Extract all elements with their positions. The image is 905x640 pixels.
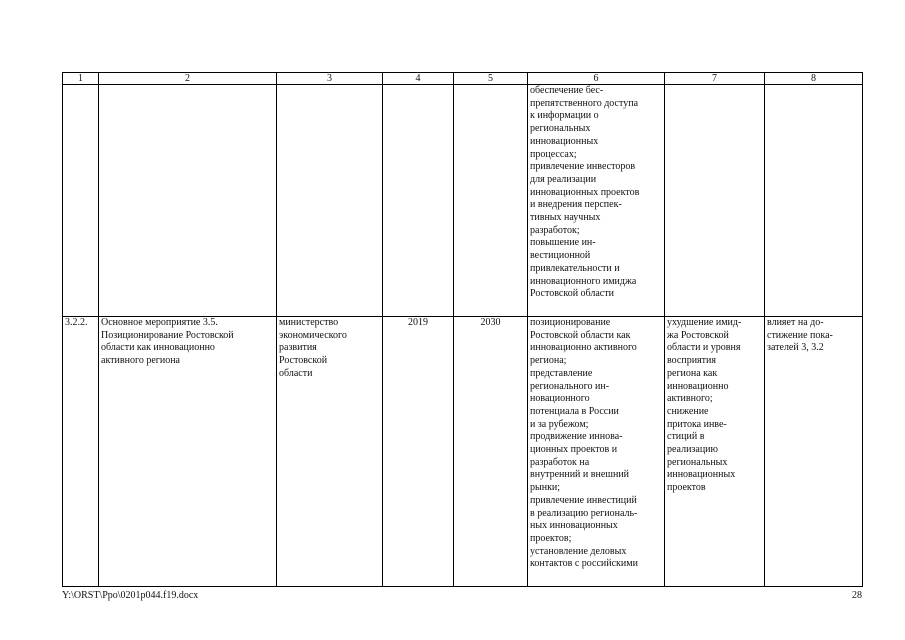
text-line: стижение пока- [767,329,833,341]
link-to-indicators [765,317,863,587]
text-line: инновационно [667,380,729,392]
activity-name [99,317,277,587]
text-line: влияет на до- [767,317,824,328]
text-line: и внедрения перспек- [530,199,622,211]
text-line: реализацию [667,444,718,456]
cont-col-1 [63,85,99,317]
header-col-8: 8 [765,73,863,85]
header-col-2: 2 [99,73,277,85]
text-line: проектов; [530,532,572,544]
text-line: Позиционирование Ростовской [101,329,234,341]
text-line: потенциала в России [530,405,619,417]
text-line: внутренний и внешний [530,469,630,481]
text-line: активного региона [101,355,180,367]
text-line: жа Ростовской [667,329,729,341]
footer-file-path: Y:\ORST\Ppo\0201p044.f19.docx [62,590,199,601]
text-line: Ростовской области как [530,329,631,341]
cont-col-8 [765,85,863,317]
start-year: 2019 [383,317,454,587]
text-line: контактов с российскими [530,558,638,570]
text-line: области и уровня [667,342,741,354]
text-line: в реализацию региональ- [530,507,638,519]
table-row-3-2-2 [63,317,863,587]
text-line: тивных научных [530,212,601,224]
text-line: инновационного имиджа [530,275,637,287]
text-line: к информации о [530,110,599,122]
text-line: активного; [667,393,713,405]
text-line: позиционирование [530,317,611,328]
consequences-of-non-implementation [665,317,765,587]
text-line: инновационных проектов [530,186,640,198]
text-line: стиций в [667,431,705,443]
table-row-continuation [63,85,863,317]
cont-col-7 [665,85,765,317]
text-line: инновационных [667,469,736,481]
text-line: рынки; [530,482,561,494]
text-line: разработок; [530,224,580,236]
text-line: экономического [279,329,347,341]
text-line: региональных [667,456,728,468]
text-line: Основное мероприятие 3.5. [101,317,218,328]
cont-col-6-expected-results [528,85,665,317]
text-line: и за рубежом; [530,418,589,430]
text-line: развития [279,342,317,354]
expected-results [528,317,665,587]
text-line: привлекательности и [530,262,620,274]
header-col-1: 1 [63,73,99,85]
text-line: привлечение инвестиций [530,494,637,506]
text-line: препятственного доступа [530,97,639,109]
header-col-3: 3 [277,73,383,85]
text-line: регионального ин- [530,380,610,392]
text-line: снижение [667,405,709,417]
cont-col-2 [99,85,277,317]
text-line: процессах; [530,148,577,160]
text-line: области [279,367,313,379]
end-year: 2030 [454,317,528,587]
text-line: обеспечение бес- [530,85,604,96]
text-line: проектов [667,482,706,494]
text-line: для реализации [530,173,597,185]
text-line: вестиционной [530,250,591,262]
text-line: министерство [279,317,339,328]
text-line: новационного [530,393,590,405]
text-line: Ростовской [279,355,328,367]
text-line: зателей 3, 3.2 [767,342,824,354]
footer-page-number: 28 [852,590,862,601]
responsible-executor [277,317,383,587]
text-line: представление [530,367,593,379]
text-line: инновационных [530,135,599,147]
text-line: региона; [530,355,567,367]
text-line: инновационно активного [530,342,637,354]
text-line: Ростовской области [530,288,614,300]
program-table [62,72,863,587]
text-line: притока инве- [667,418,727,430]
text-line: разработок на [530,456,590,468]
text-line: региона как [667,367,718,379]
text-line: привлечение инвесторов [530,161,636,173]
header-col-7: 7 [665,73,765,85]
text-line: повышение ин- [530,237,596,249]
text-line: ных инновационных [530,520,618,532]
text-line: восприятия [667,355,716,367]
cont-col-5 [454,85,528,317]
text-line: ухудшение имид- [667,317,742,328]
cont-col-4 [383,85,454,317]
header-col-4: 4 [383,73,454,85]
header-col-5: 5 [454,73,528,85]
text-line: области как инновационно [101,342,215,354]
row-number: 3.2.2. [63,317,99,587]
header-col-6: 6 [528,73,665,85]
text-line: продвижение иннова- [530,431,623,443]
text-line: установление деловых [530,545,627,557]
cont-col-3 [277,85,383,317]
text-line: ционных проектов и [530,444,618,456]
table-header-row [63,73,863,85]
text-line: региональных [530,123,591,135]
